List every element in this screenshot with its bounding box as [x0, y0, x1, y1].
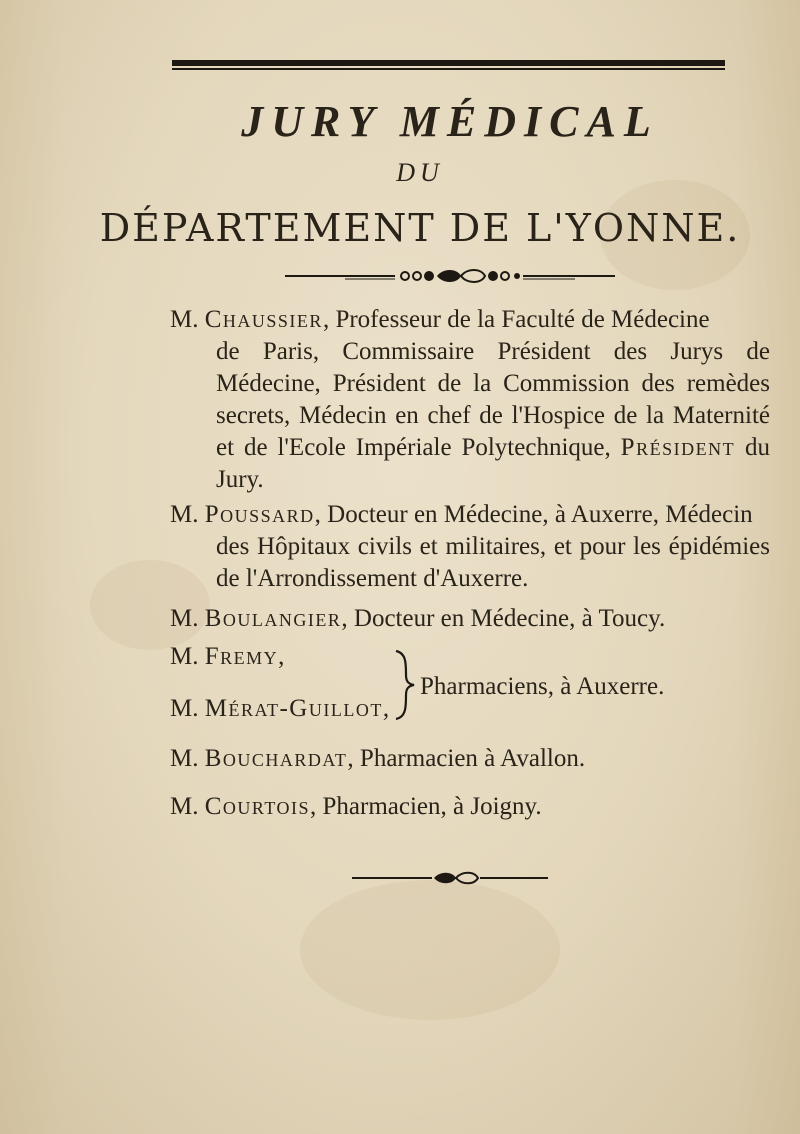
ornament-footer-icon: [352, 870, 548, 886]
header-double-rule: [172, 60, 725, 71]
entry-prefix: M.: [170, 501, 199, 528]
page-title: JURY MÉDICAL: [241, 97, 659, 146]
curly-brace-icon: [392, 649, 416, 721]
entry-boulangier: [170, 603, 770, 635]
department-heading: DÉPARTEMENT DE L'YONNE.: [99, 206, 741, 250]
entry-name: Chaussier: [204, 306, 323, 333]
entry-name: Boulangier: [204, 605, 342, 632]
entry-courtois: M. Courtois, Pharmacien, à Joigny.: [170, 793, 542, 820]
entry-merat-guillot: M. Mérat-Guillot,: [170, 695, 390, 722]
entry-tail: du Jury.: [216, 434, 770, 493]
entry-line1: , Professeur de la Faculté de Médecine: [322, 306, 710, 333]
entry-line1: , Docteur en Médecine, à Auxerre, Médecin: [314, 501, 753, 528]
entry-bouchardat: M. Bouchardat, Pharmacien à Avallon.: [170, 745, 586, 772]
pharmacists-group: [170, 643, 770, 723]
entry-name: Courtois: [204, 793, 311, 820]
entry-chaussier: [170, 304, 770, 496]
entry-poussard: [170, 499, 770, 595]
entry-name: Poussard: [204, 501, 315, 528]
entry-text: de Paris, Commissaire Président des Jurys de Médecine, Président de la Commission des remèdes secrets, Médecin en chef de l'Hospice de la Maternité et de l'Ecole Impériale Polytechnique,: [216, 338, 770, 461]
page-subtitle: DU: [396, 158, 444, 187]
entry-name: Mérat-Guillot: [204, 695, 383, 722]
entry-name: Fremy: [204, 643, 279, 670]
entry-name: Bouchardat: [204, 745, 348, 772]
entry-prefix: M.: [170, 306, 199, 333]
entry-text: des Hôpitaux civils et militaires, et pour les épidémies de l'Arrondissement d'Auxerre.: [216, 533, 770, 592]
entry-fremy: M. Fremy,: [170, 643, 285, 670]
ornament-divider-icon: [285, 266, 615, 286]
entry-role: Président: [620, 434, 736, 461]
entry-prefix: M.: [170, 605, 199, 632]
entry-line1: , Docteur en Médecine, à Toucy.: [341, 605, 666, 632]
pharmacists-label: Pharmaciens, à Auxerre.: [420, 673, 665, 700]
paper-stain: [300, 880, 560, 1020]
